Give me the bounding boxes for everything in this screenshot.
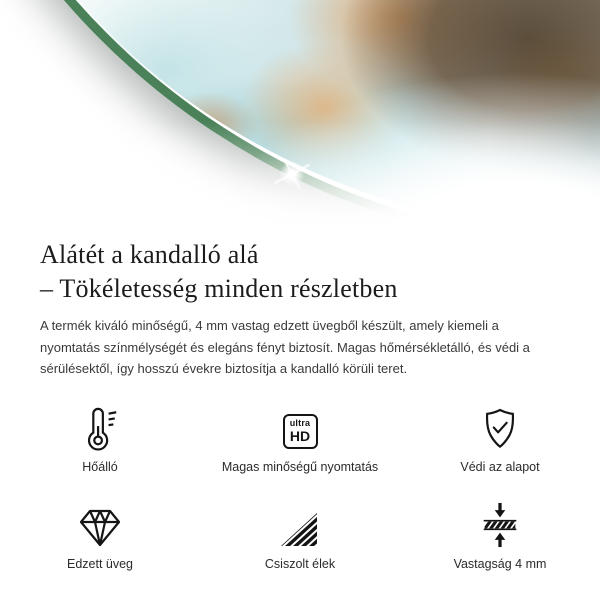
feature-tempered-glass [0,502,200,571]
ultra-hd-badge-bottom: HD [289,428,311,444]
title-line-2: – Tökéletesség minden részletben [40,274,398,303]
feature-grid [0,405,600,571]
product-description: A termék kiváló minőségű, 4 mm vastag edzett üvegből készült, amely kiemeli a nyomtatás színmélységét és elegáns fényt biztosít. Magas hőmérsékletálló, és védi a sérülésektől, így hosszú évekre biztosítja a kandalló körüli teret. [40,318,530,376]
glass-edge [0,0,600,234]
feature-protects-base [400,405,600,474]
product-copy [0,228,600,571]
feature-label: Magas minőségű nyomtatás [221,459,379,474]
shield-check-icon [481,405,519,451]
thickness-icon [480,502,520,548]
feature-label: Edzett üveg [66,556,133,571]
page-title [40,238,560,306]
feature-polished-edges [200,502,400,571]
feature-label: Vastagság 4 mm [453,556,547,571]
feature-label: Védi az alapot [460,459,540,474]
ultra-hd-badge-top: ultra [289,418,311,428]
diamond-icon [78,502,122,548]
feature-thickness [400,502,600,571]
feature-print-quality [200,405,400,474]
thermometer-icon [79,405,121,451]
feature-label: Csiszolt élek [264,556,336,571]
feature-heat-resistant [0,405,200,474]
title-line-1: Alátét a kandalló alá [40,240,259,269]
ultra-hd-icon [283,405,318,451]
product-image [0,0,600,234]
polished-edge-icon [279,502,321,548]
feature-label: Hőálló [82,459,118,474]
